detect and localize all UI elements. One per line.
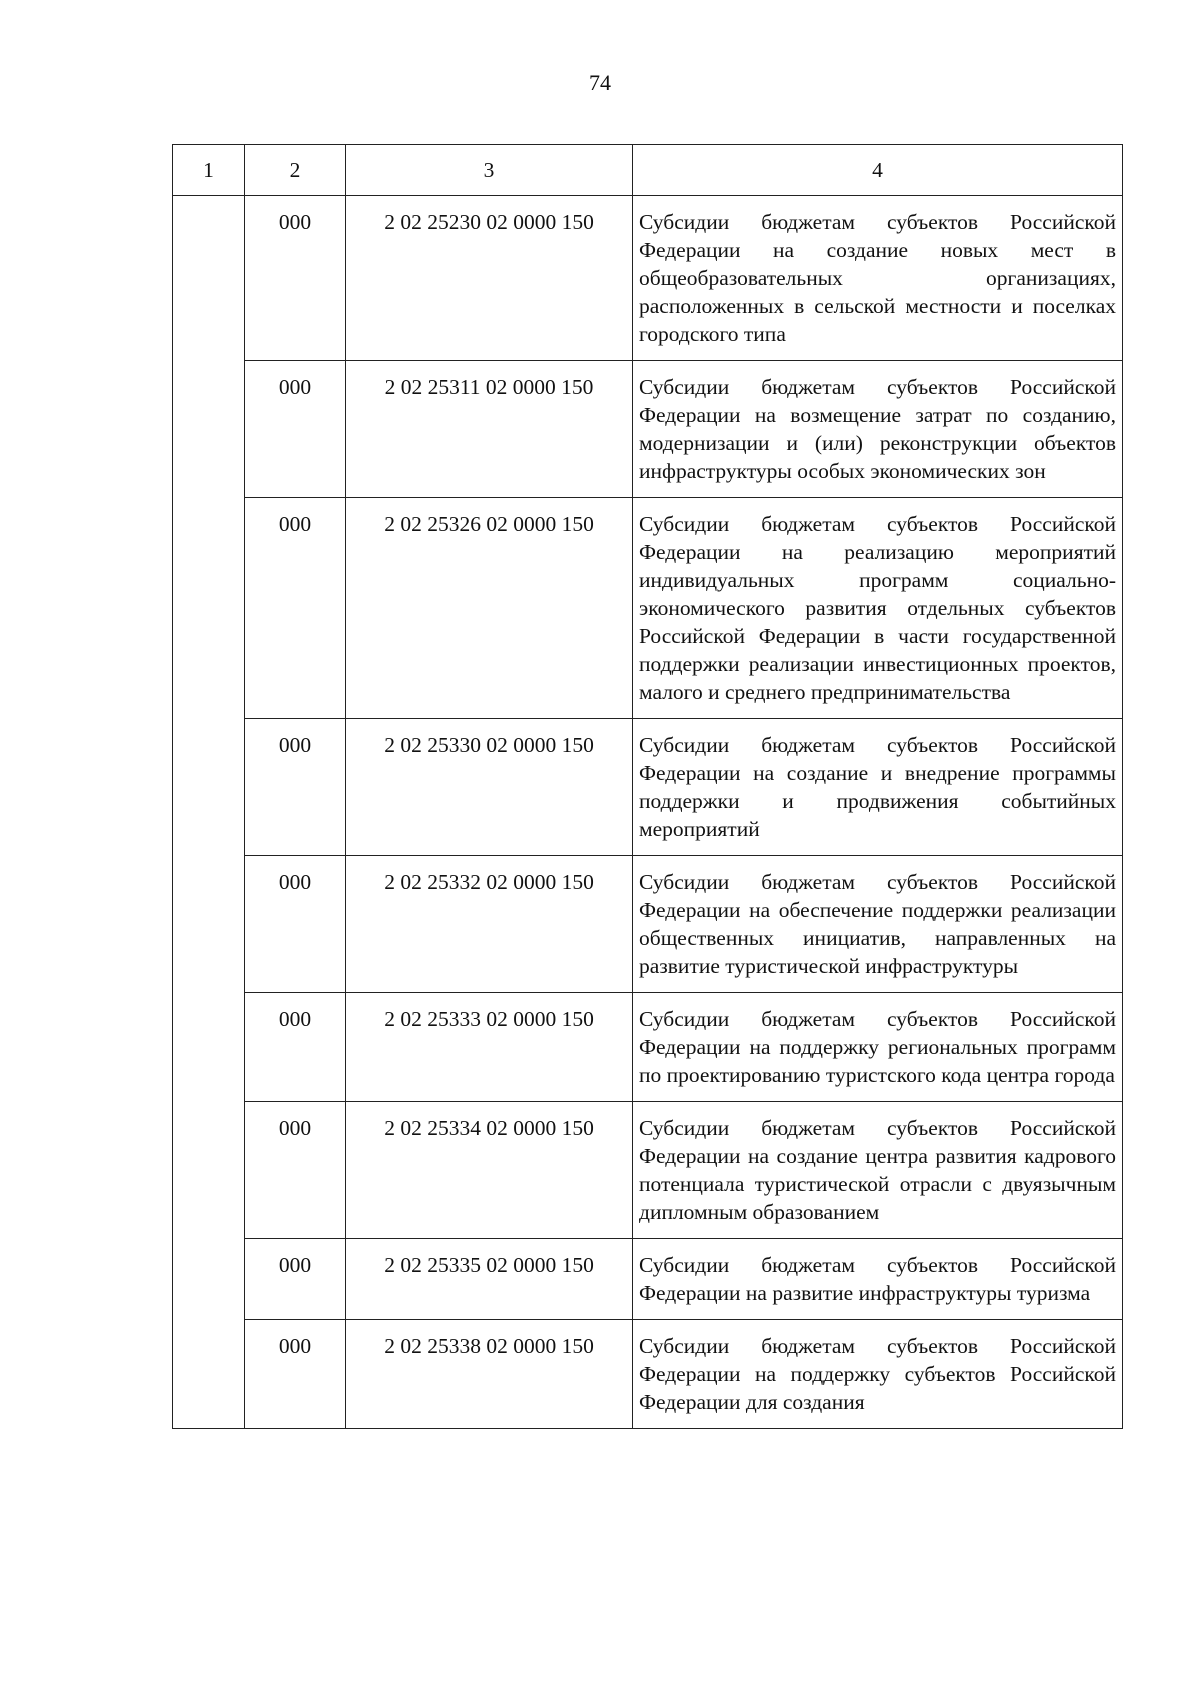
column-header-1: 1 — [173, 145, 245, 196]
admin-code-cell: 000 — [245, 1102, 346, 1239]
income-name-cell: Субсидии бюджетам субъектов Российской Федерации на реализацию мероприятий индивидуальных программ социально-экономического развития отдельных субъектов Российской Федерации в части государственной поддержки реализации инвестиционных проектов, малого и среднего предпринимательства — [633, 498, 1123, 719]
budget-code-cell: 2 02 25333 02 0000 150 — [346, 993, 633, 1102]
income-name-cell: Субсидии бюджетам субъектов Российской Федерации на обеспечение поддержки реализации общественных инициатив, направленных на развитие туристической инфраструктуры — [633, 856, 1123, 993]
budget-code-cell: 2 02 25326 02 0000 150 — [346, 498, 633, 719]
table-row — [173, 361, 1123, 498]
admin-code-cell: 000 — [245, 498, 346, 719]
budget-code-cell: 2 02 25332 02 0000 150 — [346, 856, 633, 993]
admin-code-cell: 000 — [245, 719, 346, 856]
table-row — [173, 196, 1123, 361]
admin-code-cell: 000 — [245, 1320, 346, 1429]
table-row — [173, 1239, 1123, 1320]
income-name-cell: Субсидии бюджетам субъектов Российской Федерации на создание и внедрение программы поддержки и продвижения событийных мероприятий — [633, 719, 1123, 856]
table-row — [173, 1320, 1123, 1429]
budget-code-cell: 2 02 25330 02 0000 150 — [346, 719, 633, 856]
budget-classification-table — [172, 144, 1123, 1429]
income-name-cell: Субсидии бюджетам субъектов Российской Федерации на развитие инфраструктуры туризма — [633, 1239, 1123, 1320]
table-header-row — [173, 145, 1123, 196]
income-name-cell: Субсидии бюджетам субъектов Российской Федерации на создание центра развития кадрового потенциала туристической отрасли с двуязычным дипломным образованием — [633, 1102, 1123, 1239]
budget-code-cell: 2 02 25338 02 0000 150 — [346, 1320, 633, 1429]
budget-code-cell: 2 02 25311 02 0000 150 — [346, 361, 633, 498]
budget-code-cell: 2 02 25230 02 0000 150 — [346, 196, 633, 361]
table-row — [173, 498, 1123, 719]
budget-code-cell: 2 02 25334 02 0000 150 — [346, 1102, 633, 1239]
admin-code-cell: 000 — [245, 361, 346, 498]
income-name-cell: Субсидии бюджетам субъектов Российской Федерации на создание новых мест в общеобразовательных организациях, расположенных в сельской местности и поселках городского типа — [633, 196, 1123, 361]
budget-code-cell: 2 02 25335 02 0000 150 — [346, 1239, 633, 1320]
income-name-cell: Субсидии бюджетам субъектов Российской Федерации на поддержку региональных программ по проектированию туристского кода центра города — [633, 993, 1123, 1102]
column-header-3: 3 — [346, 145, 633, 196]
column-header-4: 4 — [633, 145, 1123, 196]
admin-code-cell: 000 — [245, 1239, 346, 1320]
admin-code-cell: 000 — [245, 856, 346, 993]
admin-code-cell: 000 — [245, 993, 346, 1102]
table-row — [173, 1102, 1123, 1239]
table-row — [173, 719, 1123, 856]
table-row — [173, 856, 1123, 993]
income-name-cell: Субсидии бюджетам субъектов Российской Федерации на поддержку субъектов Российской Федерации для создания — [633, 1320, 1123, 1429]
page-number: 74 — [589, 70, 611, 95]
column-header-2: 2 — [245, 145, 346, 196]
income-name-cell: Субсидии бюджетам субъектов Российской Федерации на возмещение затрат по созданию, модернизации и (или) реконструкции объектов инфраструктуры особых экономических зон — [633, 361, 1123, 498]
merged-first-column-cell — [173, 196, 245, 1429]
table-row — [173, 993, 1123, 1102]
admin-code-cell: 000 — [245, 196, 346, 361]
